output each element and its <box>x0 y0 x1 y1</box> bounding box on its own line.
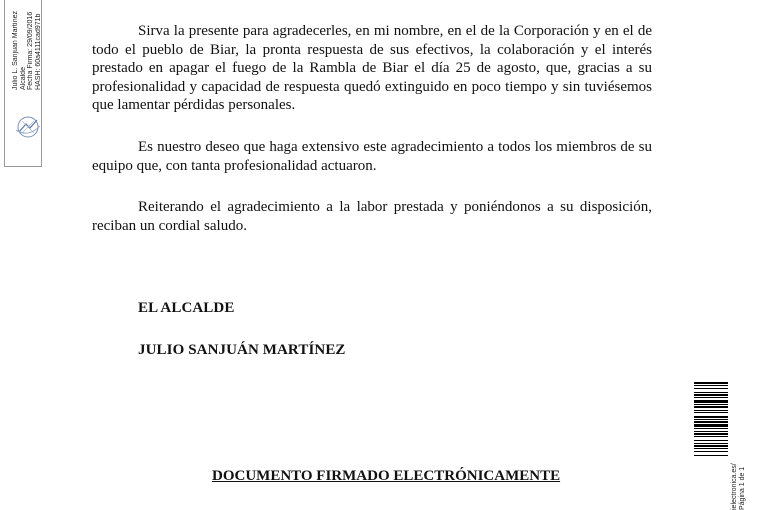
barcode-bar <box>694 397 728 398</box>
page-number: Página 1 de 1 <box>739 466 746 510</box>
barcode-bar <box>694 440 728 441</box>
barcode-bar <box>694 416 728 418</box>
barcode-bar <box>694 388 728 389</box>
barcode-bar <box>694 400 728 403</box>
barcode-bar <box>694 394 728 396</box>
barcode-bar <box>694 419 728 420</box>
stamp-text <box>12 0 42 90</box>
barcode-bar <box>694 436 728 437</box>
barcode-bar <box>694 431 728 432</box>
barcode-bar <box>694 406 728 408</box>
barcode-bar <box>694 410 728 411</box>
barcode-bar <box>694 382 728 384</box>
signer-role: EL ALCALDE <box>138 300 235 316</box>
barcode-bar <box>694 392 728 393</box>
signed-document-title: DOCUMENTO FIRMADO ELECTRÓNICAMENTE <box>212 468 561 484</box>
seal-icon <box>13 112 43 142</box>
paragraph-closing: Reiterando el agradecimiento a la labor prestada y poniéndonos a su disposición, reciban un cordial saludo. <box>92 199 652 234</box>
barcode-bar <box>694 448 728 449</box>
stamp-hash: HASH: 60a4111cad971b <box>34 13 42 90</box>
paragraph-extend: Es nuestro deseo que haga extensivo este agradecimiento a todos los miembros de su equipo que, con tanta profesionalidad actuaron. <box>92 139 652 174</box>
barcode-bar <box>694 424 728 427</box>
side-url: ielectronica.es/ <box>731 463 738 510</box>
side-url-text <box>731 463 747 510</box>
stamp-signer: Julio L. Sanjuan Martínez <box>12 11 19 90</box>
signer-name: JULIO SANJUÁN MARTÍNEZ <box>138 342 346 358</box>
paragraph-thanks: Sirva la presente para agradecerles, en mi nombre, en el de la Corporación y en el de todo el pueblo de Biar, la pronta respuesta de sus efectivos, la colaboración y el interés prestado en apagar el fuego de la Rambla de Biar el día 25 de agosto, que, gracias a su profesionalidad y capacidad de respuesta quedó extinguido en poco tiempo y sin tuviésemos que lamentar pérdidas personales. <box>92 23 652 113</box>
barcode-bar <box>694 445 728 447</box>
signature-stamp <box>4 0 42 167</box>
barcode-bar <box>694 443 728 444</box>
stamp-date: Fecha Firma: 29/09/2016 <box>27 11 35 90</box>
barcode-bar <box>694 412 728 413</box>
stamp-role: Alcalde <box>19 67 27 90</box>
barcode-bar <box>694 455 728 456</box>
barcode-bar <box>694 404 728 405</box>
barcode-bar <box>694 428 728 429</box>
barcode-bar <box>694 451 728 452</box>
barcode-bar <box>694 421 728 423</box>
barcode-bar <box>694 433 728 435</box>
barcode <box>694 382 728 510</box>
barcode-bar <box>694 385 728 386</box>
